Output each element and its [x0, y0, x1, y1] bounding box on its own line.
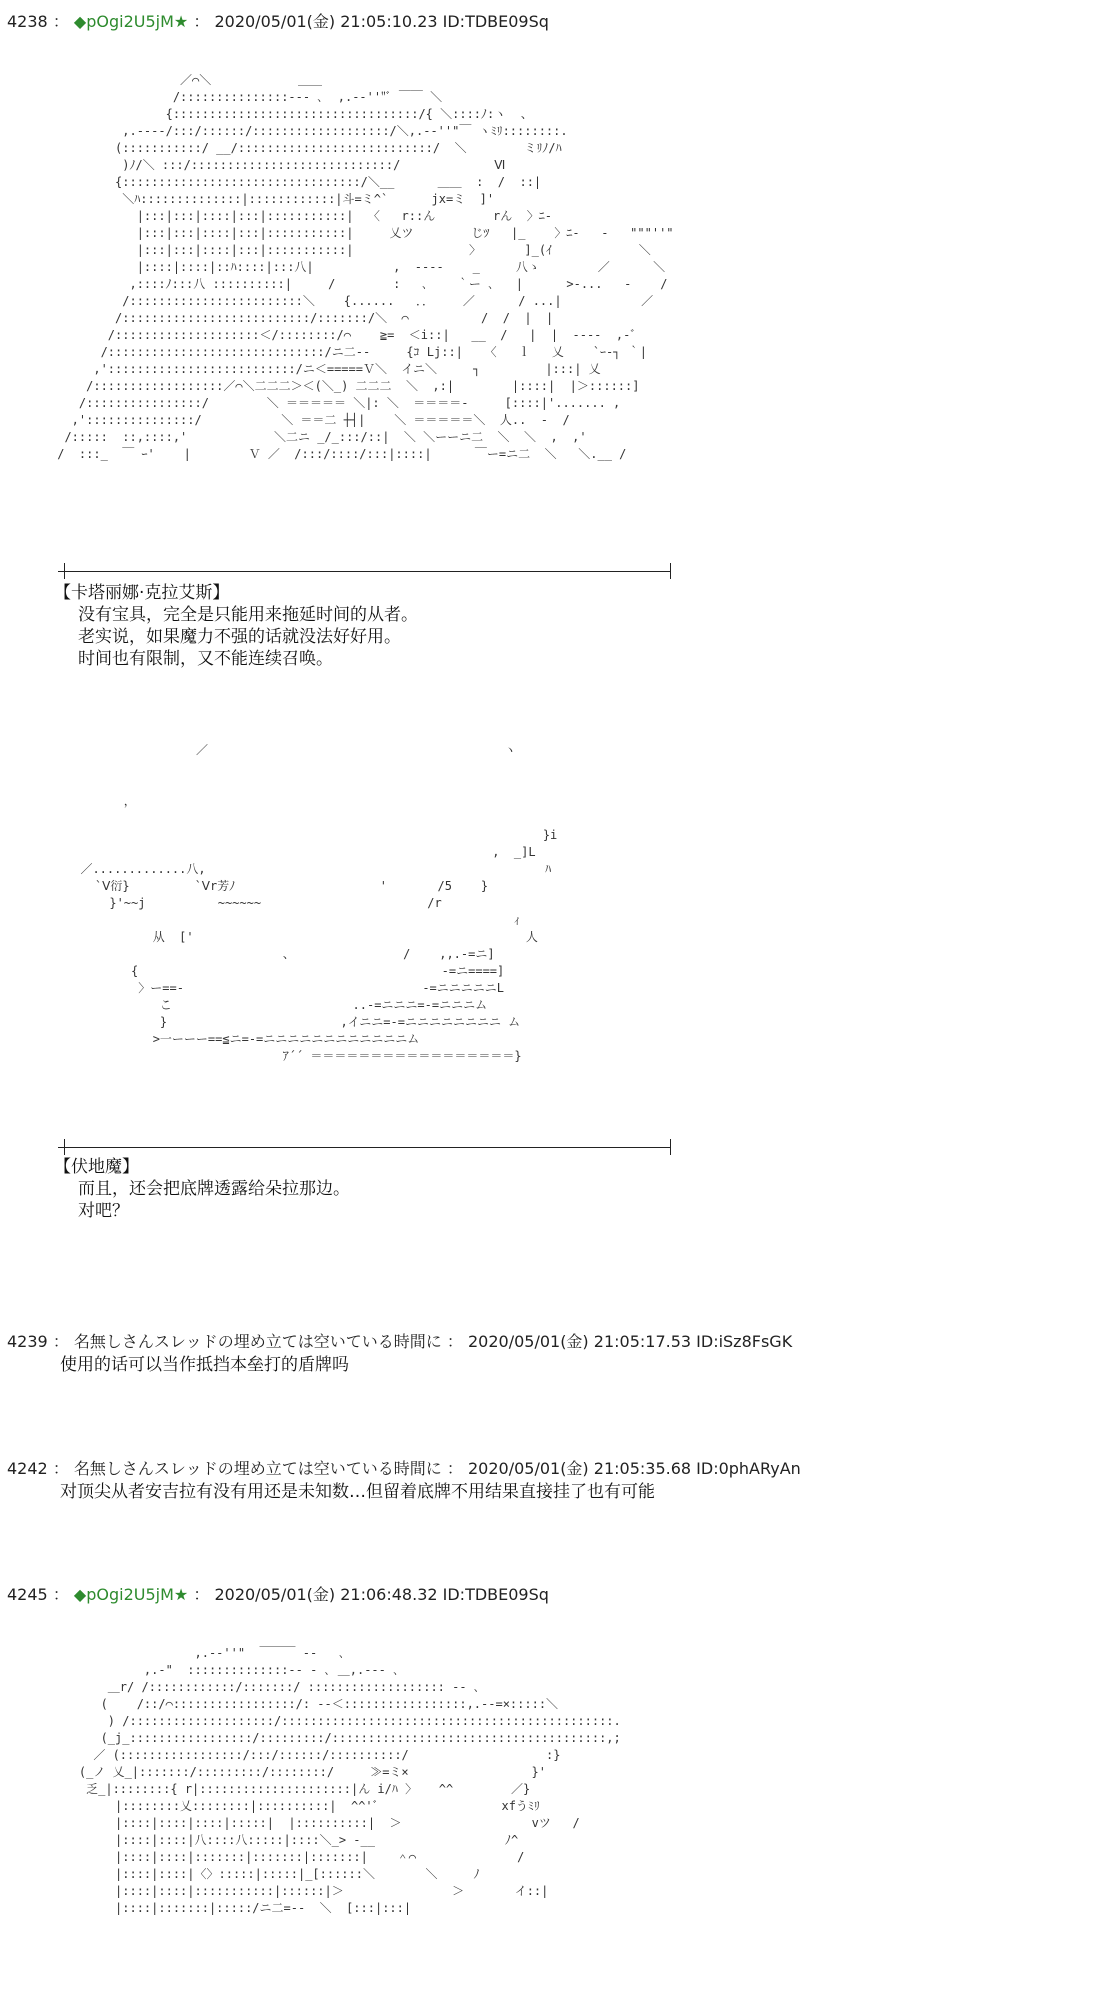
star-icon: ★ [173, 12, 189, 31]
trip-diamond-icon: ◆ [73, 12, 87, 31]
post-header [7, 12, 549, 32]
separator: ： [446, 1459, 463, 1478]
dialogue-line: 而且，还会把底牌透露给朵拉那边。 [78, 1179, 350, 1199]
dialogue-block [54, 1156, 350, 1222]
separator: ： [193, 12, 210, 31]
trip-code[interactable]: pOgi2U5jM [86, 1585, 174, 1604]
dialogue-line: 时间也有限制，又不能连续召唤。 [78, 649, 333, 669]
post-number: 4239 [7, 1332, 48, 1351]
post-date-id: 2020/05/01(金) 21:05:35.68 ID:0phARyAn [467, 1459, 801, 1478]
separator: ： [52, 12, 69, 31]
ascii-art-katarina: ／⌒＼ ＿＿ /:::::::::::::::-‐- ､ ,.-‐''"ﾞ ￣￣ ＼ {::::::::::::::::::::::::::::::::::/{ ＼::::ﾉ:ヽ 、 ,.----/:::/::::::/:::::::::::::::::::/＼,.-‐''"￣ ヽﾐﾘ::::::::. (:::::::::::/ __/:::::::::::::::::::::::::::/ ＼ ミﾘﾉ/ﾊ )ﾉ/＼ :::/::::::::::::::::::::::::::::/ Ⅵ {:::::::::::::::::::::::::::::::::/＼__ ＿＿ : / ::| ＼ﾊ::::::::::::::|::::::::::::|斗=ミ^` jx=ミ ]' |:::|:::|::::|:::|:::::::::::| 〈 r::ん rん 〉ﾆ- |:::|:::|::::|:::|:::::::::::| 乂ツ じﾂ |_ 〉ﾆ- - """''" |:::|:::|::::|:::|:::::::::::| 〉 ]_(ｲ ＼ |::::|::::|::ﾊ::::|:::八| , ---- _ 八ゝ ／ ＼ ,::::ﾉ:::八 ::::::::::| / : ､ ｀ー ､ | >-... ‐ / /::::::::::::::::::::::::＼ {...... ．． ／ / ...| ／ /::::::::::::::::::::::::::/:::::::/＼ ⌒ / / | | /::::::::::::::::::::＜/::::::::/⌒ ≧= ＜i::| __ / | | ---- ,-ﾞ /::::::::::::::::::::::::::::::/ニ二-‐ {ｺ Lj::| 〈 ｌ 乂 `ｰ‐┐ ｀| ,'::::::::::::::::::::::::::/ニ＜=====Ｖ＼ イニ＼ ┐ |:::| 乂 /::::::::::::::::::／⌒＼二二二＞＜(＼_) 二二二 ＼ ,:| |::::| |＞::::::] /::::::::::::::::/ ＼ ＝＝＝＝＝ ＼|: ＼ ＝＝＝＝- [::::|'....... , ,':::::::::::::::/ ＼ ＝＝二 ┼┤| ＼ ＝＝＝＝＝＼ 人.. - / /::::: ::,::::,' ＼二ニ _/_:::/::| ＼ ＼ーーニ二 ＼ ＼ , ,' / :::_ ￣ ｰ' | Ｖ ／ /:::/::::/:::|::::| ￣ー=ニ二 ＼ ＼.__ / [57, 73, 674, 461]
dialogue-line: 没有宝具，完全是只能用来拖延时间的从者。 [78, 605, 418, 625]
post-date-id: 2020/05/01(金) 21:06:48.32 ID:TDBE09Sq [214, 1585, 549, 1604]
post-header [7, 1332, 792, 1352]
separator: ： [193, 1585, 210, 1604]
dialogue-line: 对吧？ [78, 1201, 129, 1221]
trip-diamond-icon: ◆ [73, 1585, 87, 1604]
separator: ： [52, 1459, 69, 1478]
dialogue-block [54, 582, 418, 670]
poster-name: 名無しさんスレッドの埋め立ては空いている時間に [73, 1459, 442, 1478]
poster-name: 名無しさんスレッドの埋め立ては空いている時間に [73, 1332, 442, 1351]
post-number: 4245 [7, 1585, 48, 1604]
post-body [60, 1481, 655, 1503]
dialogue-line: 老实说，如果魔力不强的话就没法好好用。 [78, 627, 401, 647]
frame-tick-right [670, 563, 671, 579]
frame-divider [58, 571, 671, 572]
separator: ： [52, 1585, 69, 1604]
frame-tick-right [670, 1139, 671, 1155]
post-date-id: 2020/05/01(金) 21:05:17.53 ID:iSz8FsGK [467, 1332, 793, 1351]
post-number: 4242 [7, 1459, 48, 1478]
post-header [7, 1459, 801, 1479]
star-icon: ★ [173, 1585, 189, 1604]
speaker-name: 【卡塔丽娜·克拉艾斯】 [54, 583, 230, 603]
separator: ： [446, 1332, 463, 1351]
post-header [7, 1585, 549, 1605]
trip-code[interactable]: pOgi2U5jM [86, 12, 174, 31]
frame-tick-left [64, 1139, 65, 1155]
separator: ： [52, 1332, 69, 1351]
ascii-art-katarina-2: ,.-‐''" ￣￣￣ ‐- ､ ,.-" ::::::::::::::-‐ - ､ ＿,.-‐- ､ ＿r/ /::::::::::::/:::::::/ ::::::::::::::::::: -‐ ､ ( /::/⌒:::::::::::::::::/: --＜:::::::::::::::::,.--=×:::::＼ ) /::::::::::::::::::::/::::::::::::::::::::::::::::::::::::::::::::::. (_j_:::::::::::::::::/:::::::::/::::::::::::::::::::::::::::::::::::::,; ／ (:::::::::::::::::/:::/::::::/::::::::::/ :} (_ノ 乂_|:::::::/:::::::::/::::::::/ ≫=ミ× }' 乏_|::::::::{ r|:::::::::::::::::::::|ん i/ﾊ 〉 ^^ ／} |::::::::乂::::::::|::::::::::| ^^'ﾞ xfうﾐﾘ |::::|::::|::::|:::::| |::::::::::| ＞ vツ / |::::|::::|八::::八:::::|::::＼_> ‐__ ﾉ^ |::::|::::|:::::::|:::::::|:::::::| ＾⌒ / |::::|::::|〈〉:::::|:::::|_[::::::＼ ＼ ﾉ |::::|::::|:::::::::::|::::::|＞ ＞ イ::| |::::|:::::::|:::::/ニ二=‐- ＼ [:::|:::| [78, 1646, 621, 1915]
post-line: 对顶尖从者安吉拉有没有用还是未知数…但留着底牌不用结果直接挂了也有可能 [60, 1482, 655, 1502]
ascii-art-voldemort: ／ ヽ ， }i , _]L ／.............八, ﾊ `Ⅴ衍} `Ⅴr芳ﾉ ' /5 } }'~~j ~~~~~~ /r ｨ 从 [' 人 、 / ,,.-=ニ] { -=ニ====] 〉ー==- -=ニニニニニL こ ..-=ニニニ=-=ニニニム } ,イニニ=-=ニニニニニニニニ ム >一ーーー==≦ニ=-=ニニニニニニニニニニニニム ｱ´´ ＝＝＝＝＝＝＝＝＝＝＝＝＝＝＝＝＝} [80, 743, 558, 1063]
post-body [60, 1354, 349, 1376]
post-date-id: 2020/05/01(金) 21:05:10.23 ID:TDBE09Sq [214, 12, 549, 31]
frame-divider [58, 1147, 671, 1148]
frame-tick-left [64, 563, 65, 579]
post-number: 4238 [7, 12, 48, 31]
speaker-name: 【伏地魔】 [54, 1157, 139, 1177]
post-line: 使用的话可以当作抵挡本垒打的盾牌吗 [60, 1355, 349, 1375]
